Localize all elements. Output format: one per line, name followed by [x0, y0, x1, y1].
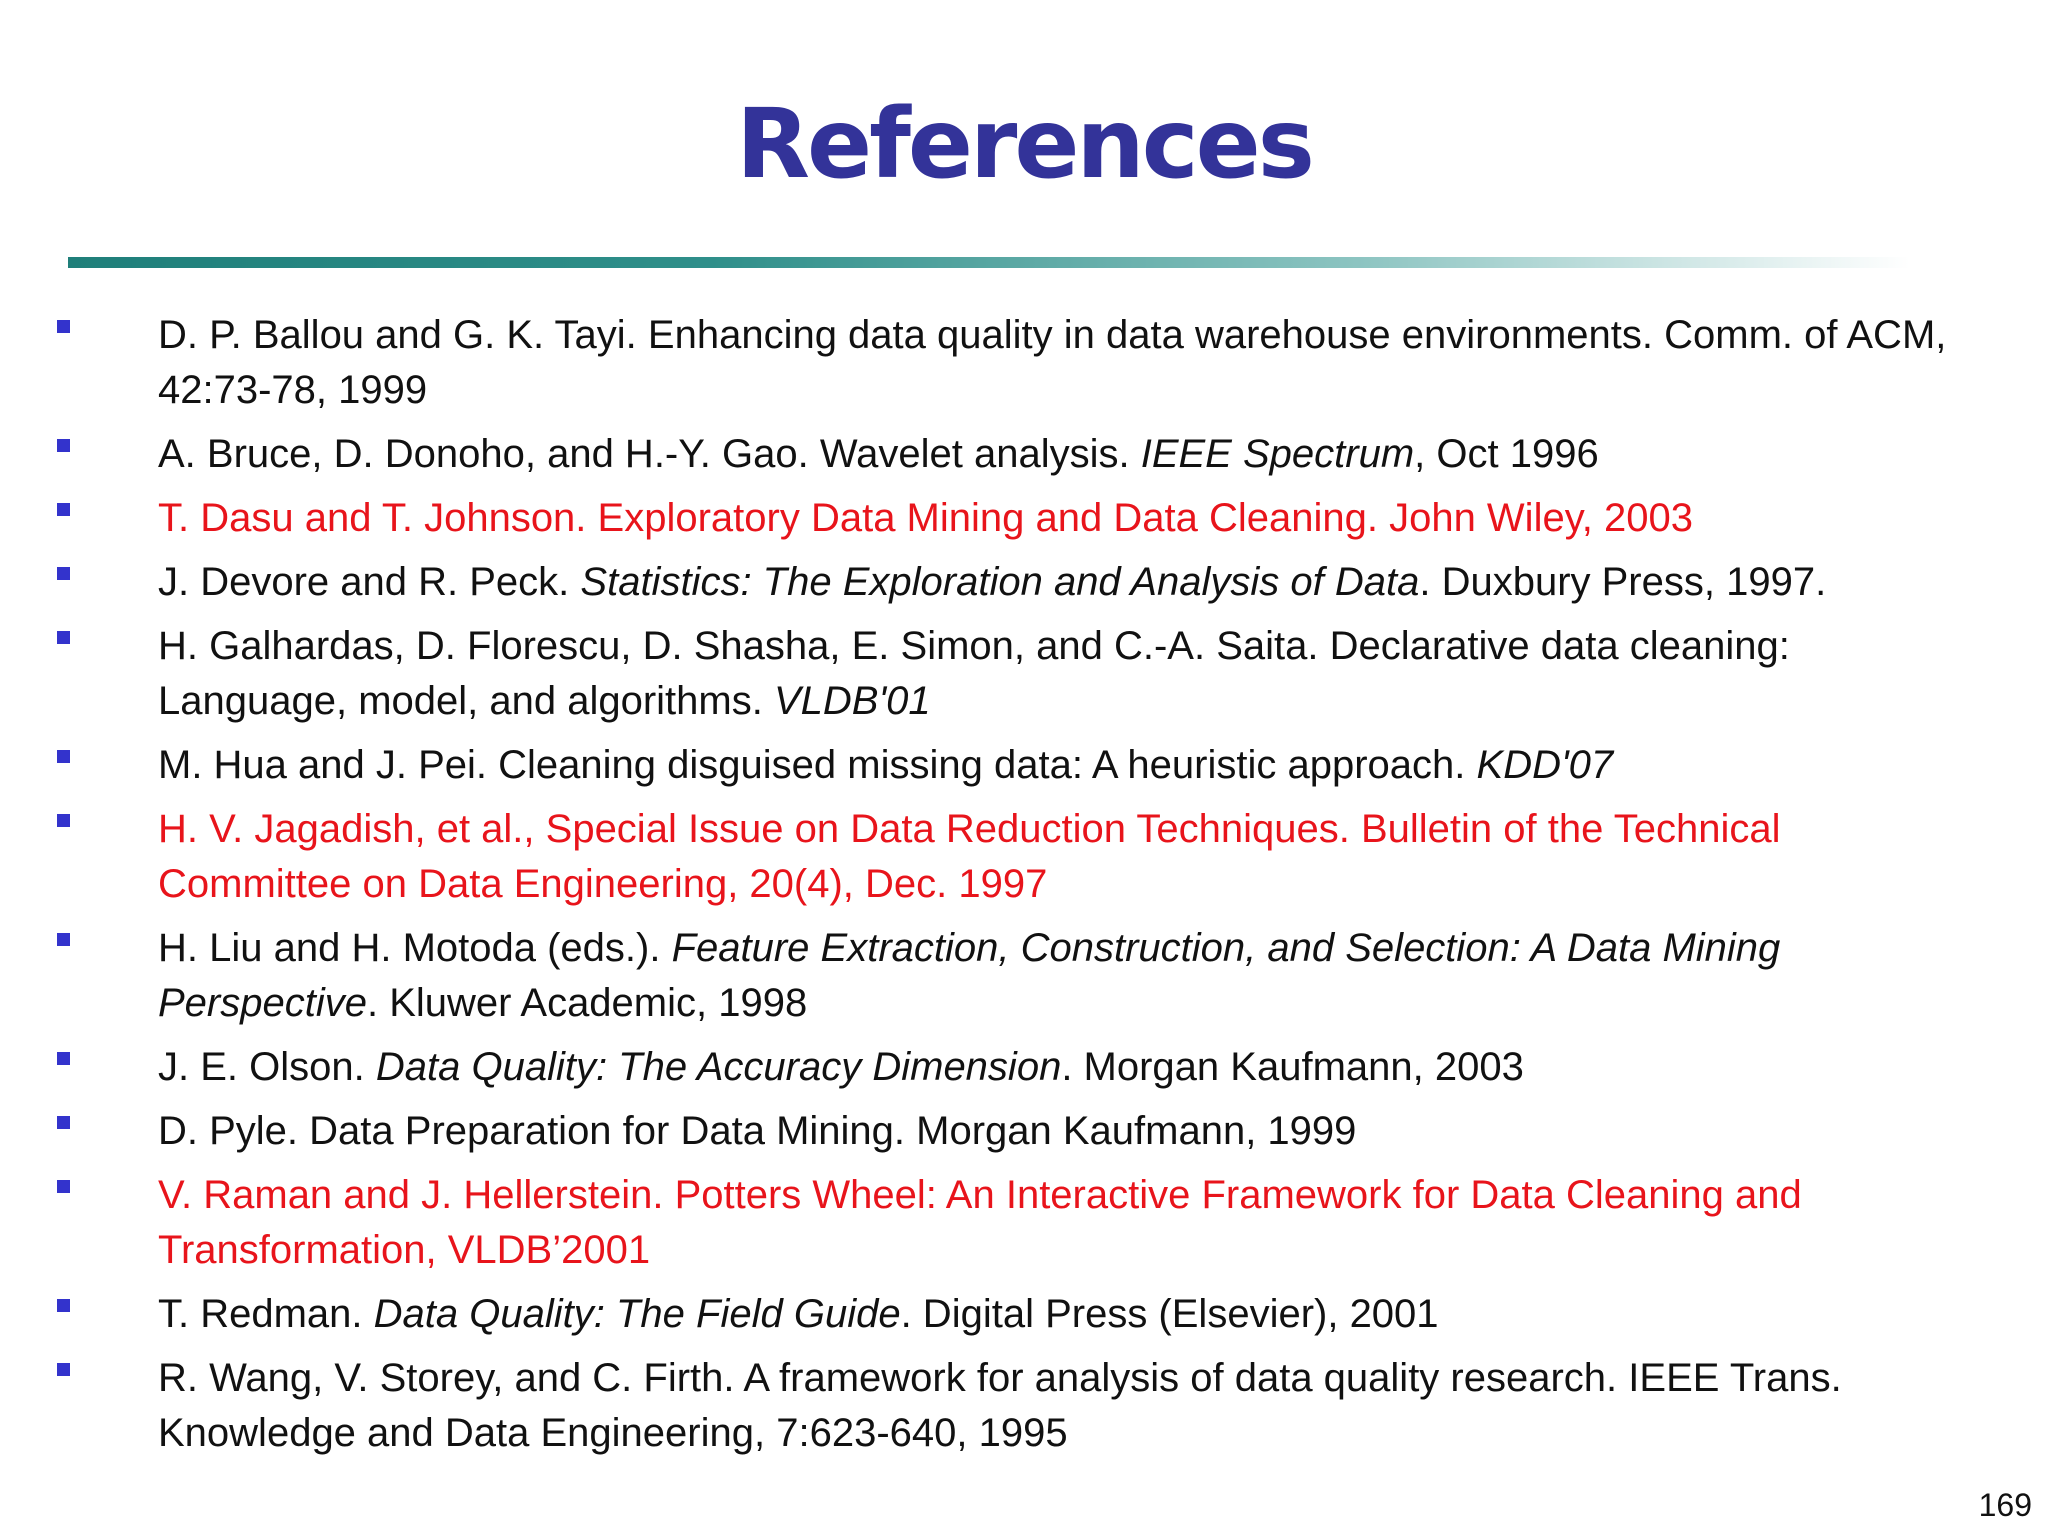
- reference-text: . Morgan Kaufmann, 2003: [1061, 1045, 1524, 1089]
- reference-text: , Oct 1996: [1414, 432, 1599, 476]
- reference-text: J. Devore and R. Peck.: [158, 560, 581, 604]
- reference-text: T. Dasu and T. Johnson. Exploratory Data Mining and Data Cleaning. John Wiley, 2003: [158, 496, 1693, 540]
- reference-item: [0, 491, 2048, 546]
- square-bullet-icon: [57, 814, 70, 827]
- reference-item: [0, 738, 2048, 793]
- reference-text: H. V. Jagadish, et al., Special Issue on Data Reduction Techniques. Bulletin of the Technical Committee on Data Engineering, 20(4), Dec. 1997: [158, 807, 1781, 906]
- reference-item: [0, 1168, 2048, 1278]
- reference-item: [0, 1040, 2048, 1095]
- square-bullet-icon: [57, 1299, 70, 1312]
- reference-italic-text: IEEE Spectrum: [1140, 432, 1415, 476]
- square-bullet-icon: [57, 1052, 70, 1065]
- title-divider: [68, 257, 1910, 268]
- square-bullet-icon: [57, 567, 70, 580]
- reference-text: D. Pyle. Data Preparation for Data Mining. Morgan Kaufmann, 1999: [158, 1109, 1357, 1153]
- slide-title: References: [736, 88, 1312, 200]
- reference-text: H. Galhardas, D. Florescu, D. Shasha, E. Simon, and C.-A. Saita. Declarative data cleaning: Language, model, and algorithms.: [158, 624, 1790, 723]
- square-bullet-icon: [57, 320, 70, 333]
- reference-item: [0, 619, 2048, 729]
- reference-text: . Duxbury Press, 1997.: [1419, 560, 1827, 604]
- square-bullet-icon: [57, 503, 70, 516]
- reference-text: T. Redman.: [158, 1292, 374, 1336]
- reference-item: [0, 308, 2048, 418]
- square-bullet-icon: [57, 933, 70, 946]
- reference-item: [0, 427, 2048, 482]
- reference-italic-text: Data Quality: The Field Guide: [373, 1292, 901, 1336]
- square-bullet-icon: [57, 750, 70, 763]
- reference-text: . Digital Press (Elsevier), 2001: [900, 1292, 1439, 1336]
- square-bullet-icon: [57, 1363, 70, 1376]
- square-bullet-icon: [57, 1180, 70, 1193]
- reference-text: J. E. Olson.: [158, 1045, 376, 1089]
- reference-item: [0, 1104, 2048, 1159]
- reference-italic-text: KDD'07: [1476, 743, 1614, 787]
- reference-italic-text: Data Quality: The Accuracy Dimension: [375, 1045, 1062, 1089]
- reference-text: H. Liu and H. Motoda (eds.).: [158, 926, 672, 970]
- reference-item: [0, 1351, 2048, 1461]
- square-bullet-icon: [57, 631, 70, 644]
- square-bullet-icon: [57, 439, 70, 452]
- page-number: 169: [1978, 1487, 2032, 1523]
- reference-italic-text: VLDB'01: [773, 679, 931, 723]
- reference-italic-text: Feature Extraction, Construction, and Selection: A Data Mining Perspective: [158, 926, 1781, 1025]
- reference-italic-text: Statistics: The Exploration and Analysis of Data: [580, 560, 1420, 604]
- reference-text: R. Wang, V. Storey, and C. Firth. A framework for analysis of data quality research. IEEE Trans. Knowledge and Data Engineering, 7:623-640, 1995: [158, 1356, 1842, 1455]
- reference-item: [0, 555, 2048, 610]
- reference-text: A. Bruce, D. Donoho, and H.-Y. Gao. Wavelet analysis.: [158, 432, 1141, 476]
- reference-item: [0, 921, 2048, 1031]
- reference-text: D. P. Ballou and G. K. Tayi. Enhancing data quality in data warehouse environments. Comm. of ACM, 42:73-78, 1999: [158, 313, 1947, 412]
- reference-list: [0, 308, 2048, 1470]
- reference-text: M. Hua and J. Pei. Cleaning disguised missing data: A heuristic approach.: [158, 743, 1477, 787]
- reference-item: [0, 1287, 2048, 1342]
- square-bullet-icon: [57, 1116, 70, 1129]
- reference-text: V. Raman and J. Hellerstein. Potters Wheel: An Interactive Framework for Data Cleaning and Transformation, VLDB’2001: [158, 1173, 1802, 1272]
- reference-text: . Kluwer Academic, 1998: [366, 981, 808, 1025]
- reference-item: [0, 802, 2048, 912]
